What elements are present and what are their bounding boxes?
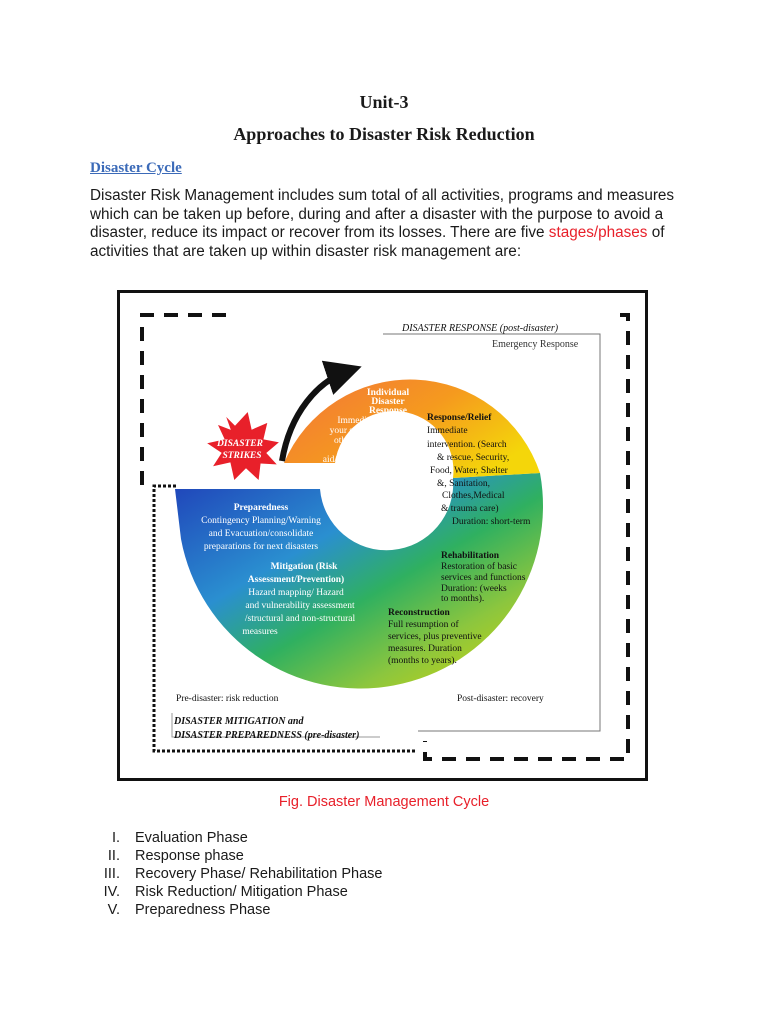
preparedness-line-1: Contingency Planning/Warning bbox=[201, 516, 321, 526]
unit-heading: Unit-3 bbox=[359, 92, 409, 112]
list-item bbox=[90, 847, 490, 865]
mitigation-title-1: Mitigation (Risk bbox=[270, 562, 338, 572]
individual-title-2: Disaster bbox=[371, 397, 405, 407]
list-item bbox=[90, 883, 490, 901]
disaster-cycle-figure bbox=[117, 290, 648, 781]
list-item-label: Response phase bbox=[135, 848, 244, 864]
reconstruction-title: Reconstruction bbox=[388, 608, 450, 618]
pre-disaster-label: Pre-disaster: risk reduction bbox=[176, 694, 279, 704]
phase-list bbox=[90, 829, 490, 919]
relief-line-8: Duration: short-term bbox=[452, 517, 531, 527]
individual-line-2: your safety and of bbox=[329, 426, 399, 436]
mitigation-title-2: Assessment/Prevention) bbox=[247, 575, 345, 585]
list-item bbox=[90, 865, 490, 883]
reconstruction-line-4: (months to years). bbox=[388, 656, 457, 666]
list-item-number: IV. bbox=[103, 884, 120, 900]
rehabilitation-line-3: Duration: (weeks bbox=[441, 584, 507, 594]
mitigation-line-4: measures bbox=[242, 627, 278, 637]
mitigation-line-2: and vulnerability assessment bbox=[245, 601, 355, 611]
disaster-strikes-label-2: STRIKES bbox=[222, 451, 262, 461]
disaster-strikes-label-1: DISASTER bbox=[217, 439, 263, 449]
individual-line-6: supplies bbox=[318, 464, 350, 474]
relief-line-7: & trauma care) bbox=[441, 504, 499, 514]
relief-line-2: intervention. (Search bbox=[427, 440, 507, 450]
relief-line-4: Food, Water, Shelter bbox=[430, 466, 508, 476]
intro-text-start: Disaster Risk Management includes sum total of all activities, programs and measures which can be taken up before, during and after a disaster with the purpose to avoid a disaster, reduce its impact or recover from its losses. There are five bbox=[90, 187, 675, 241]
list-item bbox=[90, 829, 490, 847]
list-item-label: Evaluation Phase bbox=[135, 830, 248, 846]
list-item-label: Recovery Phase/ Rehabilitation Phase bbox=[135, 866, 383, 882]
mitigation-title-line-1: DISASTER MITIGATION and bbox=[174, 716, 304, 727]
rehabilitation-title: Rehabilitation bbox=[441, 551, 500, 561]
individual-line-5: aid/secure bbox=[322, 455, 362, 465]
relief-line-3: & rescue, Security, bbox=[437, 453, 510, 463]
figure-caption: Fig. Disaster Management Cycle bbox=[278, 794, 490, 810]
list-item-label: Risk Reduction/ Mitigation Phase bbox=[135, 884, 348, 900]
list-item-number: V. bbox=[107, 902, 120, 918]
relief-line-5: &, Sanitation, bbox=[437, 479, 491, 489]
rehabilitation-line-1: Restoration of basic bbox=[441, 562, 517, 572]
page-title: Approaches to Disaster Risk Reduction bbox=[233, 124, 535, 144]
intro-paragraph bbox=[90, 187, 682, 261]
rehabilitation-line-2: services and functions bbox=[441, 573, 526, 583]
individual-line-4: provide first bbox=[340, 446, 388, 456]
mitigation-line-3: /structural and non-structural bbox=[244, 614, 356, 624]
post-disaster-label: Post-disaster: recovery bbox=[457, 694, 544, 704]
list-item-number: I. bbox=[111, 830, 120, 846]
relief-line-6: Clothes,Medical bbox=[442, 491, 505, 501]
individual-line-1: Immediate secure bbox=[337, 416, 405, 426]
list-item-number: II. bbox=[107, 848, 120, 864]
relief-line-1: Immediate bbox=[427, 426, 468, 436]
list-item-number: III. bbox=[103, 866, 120, 882]
reconstruction-line-2: services, plus preventive bbox=[388, 632, 482, 642]
list-item bbox=[90, 901, 490, 919]
individual-title-1: Individual bbox=[366, 388, 410, 398]
preparedness-line-2: and Evacuation/consolidate bbox=[208, 529, 314, 539]
preparedness-title: Preparedness bbox=[233, 503, 289, 513]
list-item-label: Preparedness Phase bbox=[135, 902, 271, 918]
stages-phases-highlight: stages/phases bbox=[548, 224, 648, 241]
emergency-response-label: Emergency Response bbox=[492, 339, 579, 350]
rehabilitation-line-4: to months). bbox=[441, 594, 485, 604]
reconstruction-line-1: Full resumption of bbox=[388, 620, 459, 630]
relief-title: Response/Relief bbox=[427, 413, 492, 423]
intro-text-end: of activities that are taken up within disaster risk management are: bbox=[90, 224, 665, 260]
individual-line-3: others/rescue & bbox=[334, 436, 394, 446]
preparedness-line-3: preparations for next disasters bbox=[203, 542, 319, 552]
reconstruction-line-3: measures. Duration bbox=[388, 644, 462, 654]
mitigation-line-1: Hazard mapping/ Hazard bbox=[248, 588, 344, 598]
disaster-cycle-diagram bbox=[120, 293, 651, 784]
disaster-cycle-link[interactable]: Disaster Cycle bbox=[90, 160, 182, 176]
individual-title-3: Response bbox=[368, 406, 408, 416]
disaster-response-title: DISASTER RESPONSE (post-disaster) bbox=[402, 323, 559, 334]
mitigation-title-line-2: DISASTER PREPAREDNESS (pre-disaster) bbox=[174, 730, 360, 741]
